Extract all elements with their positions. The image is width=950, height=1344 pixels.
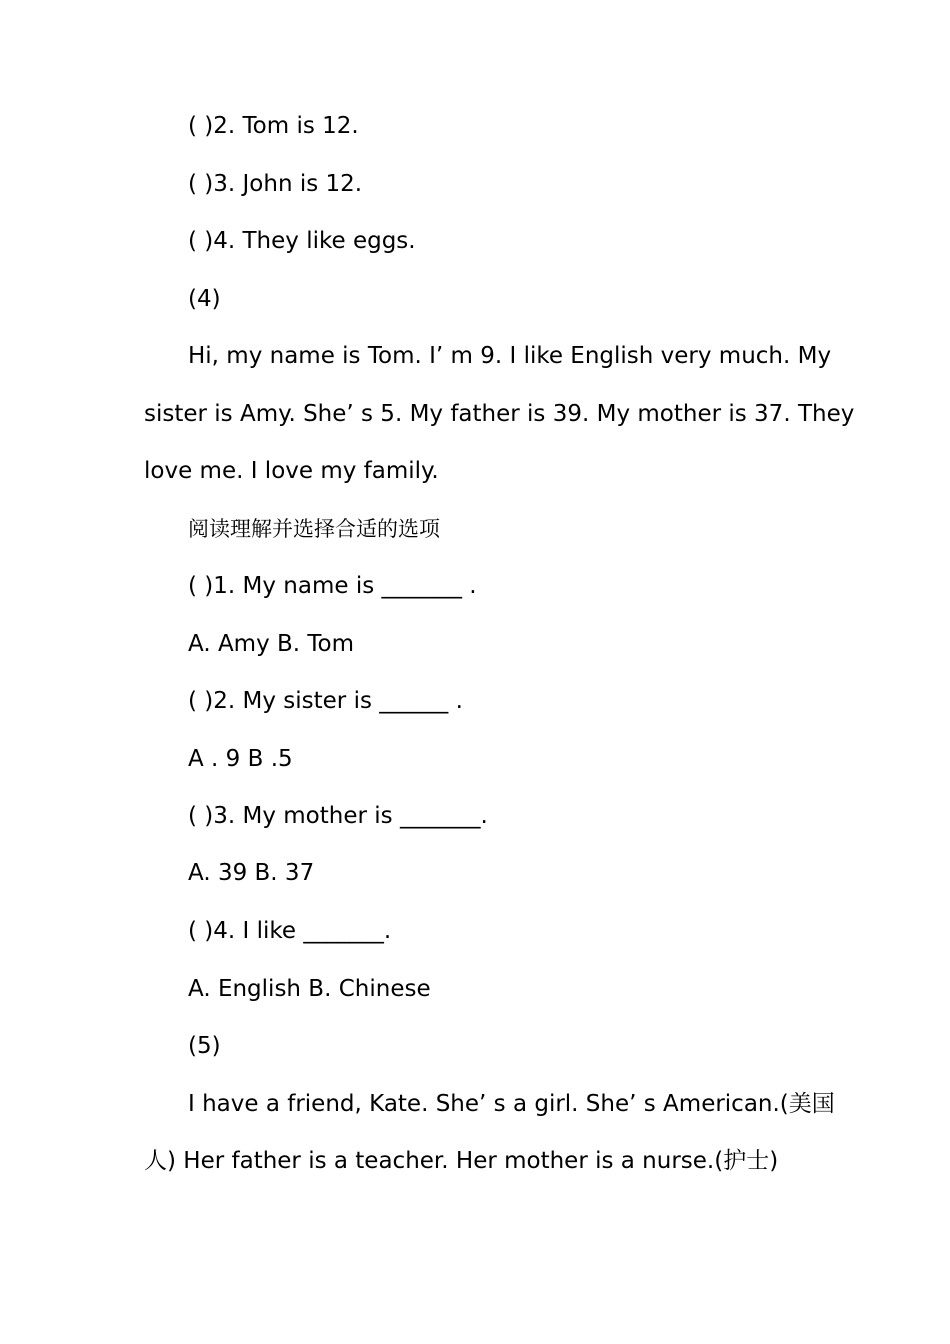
question-item: ( )1. My name is _______ .	[188, 573, 477, 599]
question-item: ( )2. My sister is ______ .	[188, 688, 463, 714]
answer-options: A. 39 B. 37	[188, 860, 315, 886]
passage-line: sister is Amy. She’ s 5. My father is 39. My mother is 37. They	[144, 401, 855, 427]
section-number: (5)	[188, 1033, 221, 1059]
section-number: (4)	[188, 286, 221, 312]
passage-line: Hi, my name is Tom. I’ m 9. I like English very much. My	[188, 343, 832, 369]
question-item: ( )3. My mother is _______.	[188, 803, 488, 829]
answer-options: A. English B. Chinese	[188, 976, 431, 1002]
question-item: ( )3. John is 12.	[188, 171, 363, 197]
passage-line: love me. I love my family.	[144, 458, 439, 484]
instruction-text: 阅读理解并选择合适的选项	[188, 517, 440, 541]
passage-line: 人) Her father is a teacher. Her mother is a nurse.(护士)	[144, 1148, 779, 1174]
answer-options: A. Amy B. Tom	[188, 631, 355, 657]
answer-options: A . 9 B .5	[188, 746, 293, 772]
question-item: ( )2. Tom is 12.	[188, 113, 359, 139]
question-item: ( )4. I like _______.	[188, 918, 392, 944]
question-item: ( )4. They like eggs.	[188, 228, 416, 254]
passage-line: I have a friend, Kate. She’ s a girl. She’ s American.(美国	[188, 1091, 835, 1117]
